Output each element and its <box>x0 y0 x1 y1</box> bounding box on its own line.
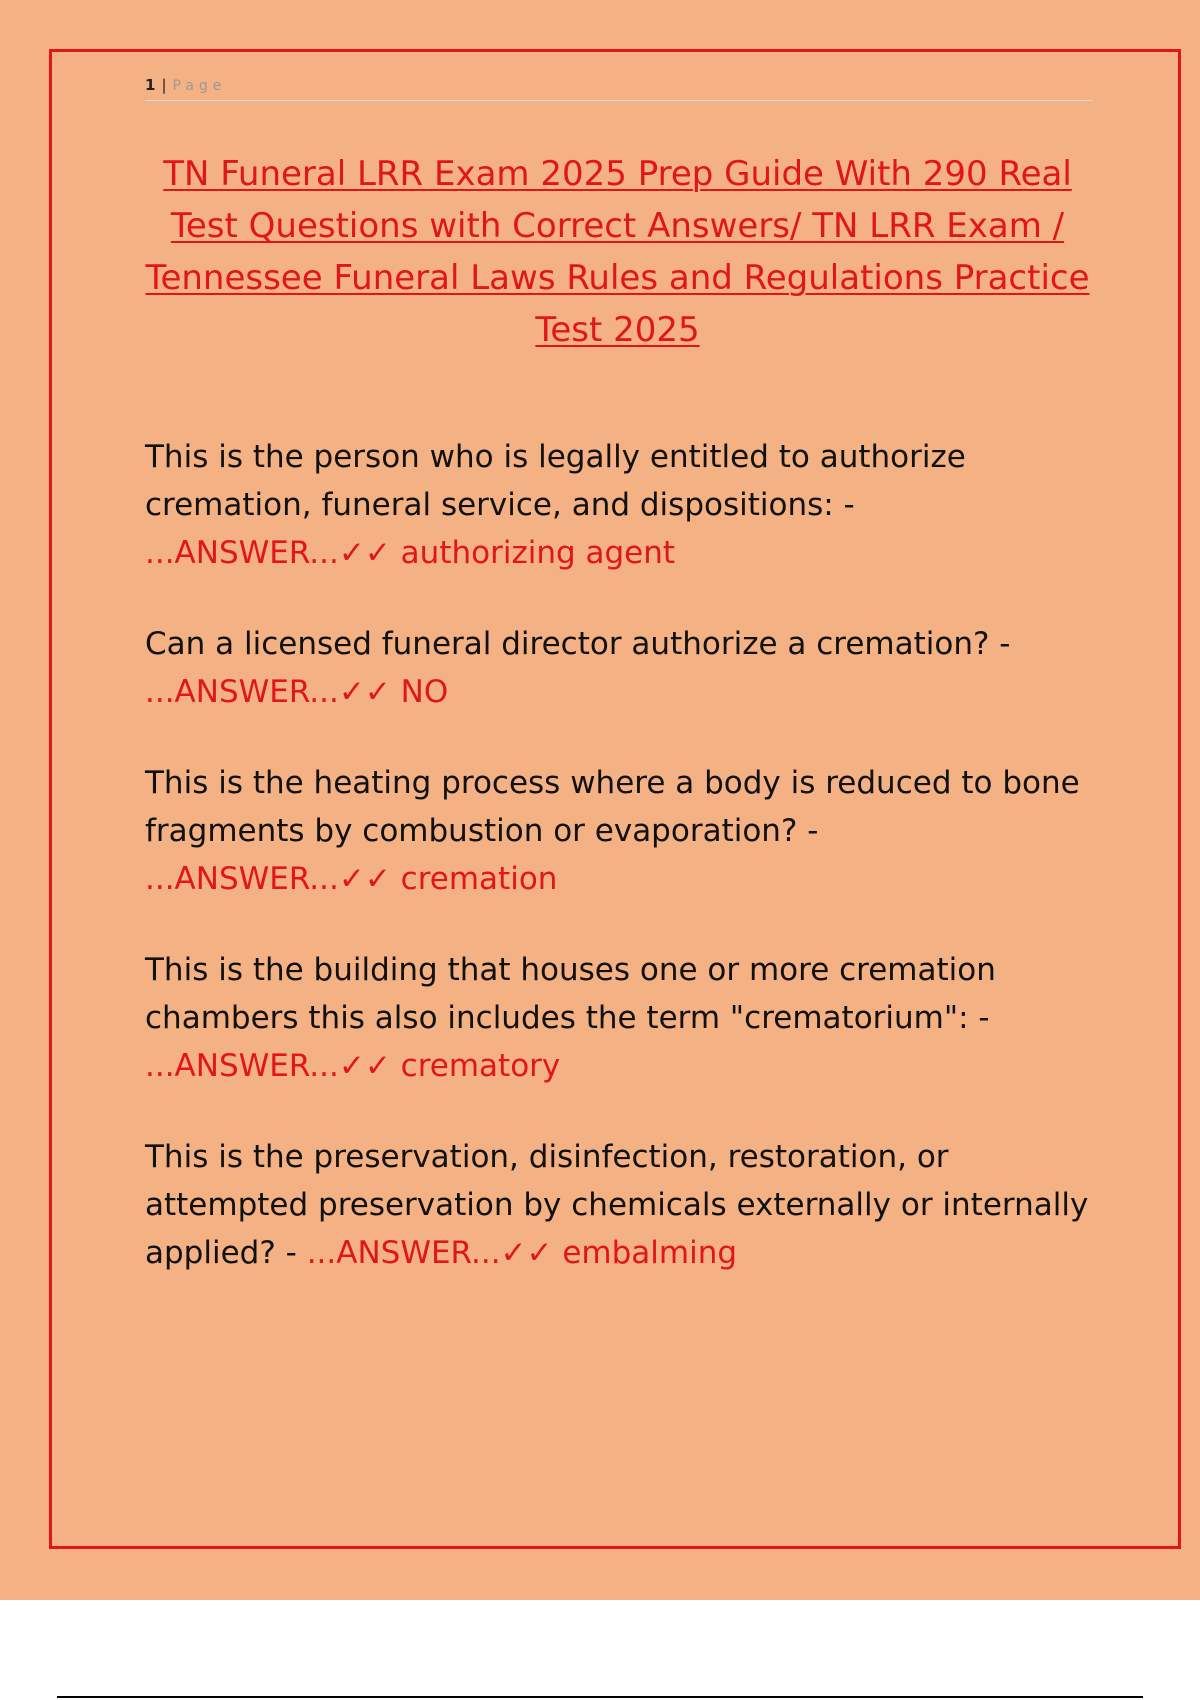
question-item <box>145 620 1095 716</box>
bottom-divider <box>57 1696 1143 1698</box>
question-item <box>145 946 1095 1090</box>
document-title: TN Funeral LRR Exam 2025 Prep Guide With 290 Real Test Questions with Correct Answers/ TN LRR Exam / Tennessee Funeral Laws Rules and Regulations Practice Test 2025 <box>145 154 1090 350</box>
question-item <box>145 433 1095 577</box>
question-text: This is the building that houses one or more cremation chambers this also includes the term "crematorium": - <box>145 952 996 1036</box>
page-header <box>145 74 1093 101</box>
question-list <box>145 433 1095 1320</box>
question-item <box>145 759 1095 903</box>
page-number: 1 <box>145 76 156 94</box>
answer-text: ...ANSWER...✓✓ authorizing agent <box>145 535 676 571</box>
question-text: This is the person who is legally entitled to authorize cremation, funeral service, and dispositions: - <box>145 439 966 523</box>
answer-text: ...ANSWER...✓✓ embalming <box>306 1235 738 1271</box>
page-number-separator: | <box>161 76 167 94</box>
question-item <box>145 1133 1095 1277</box>
answer-text: ...ANSWER...✓✓ crematory <box>145 1048 561 1084</box>
page-label: Page <box>172 78 227 94</box>
answer-text: ...ANSWER...✓✓ cremation <box>145 861 558 897</box>
question-text: This is the heating process where a body is reduced to bone fragments by combustion or evaporation? - <box>145 765 1080 849</box>
answer-text: ...ANSWER...✓✓ NO <box>145 674 449 710</box>
question-text: This is the preservation, disinfection, restoration, or attempted preservation by chemicals externally or internally applied? - <box>145 1139 1089 1271</box>
question-text: Can a licensed funeral director authorize a cremation? - <box>145 626 1011 662</box>
